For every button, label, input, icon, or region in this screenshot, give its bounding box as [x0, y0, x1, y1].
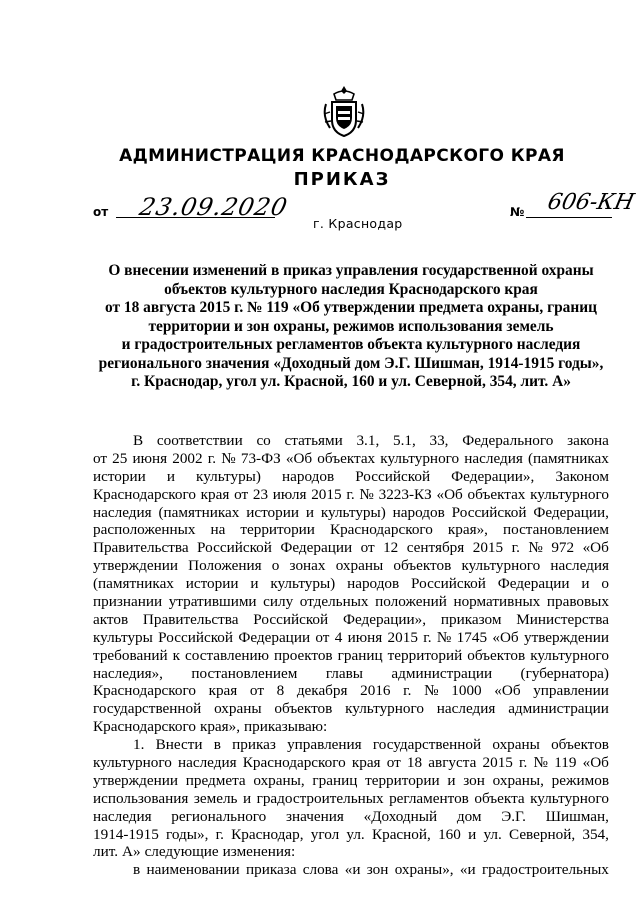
- body-line: государственной охраны объектов культурного наследия администрации: [93, 700, 609, 718]
- body-line: истории и культуры) народов Российской Федерации», Законом: [93, 467, 609, 485]
- coat-of-arms-emblem: [322, 84, 366, 140]
- body-line: утверждении Положения о зонах охраны объектов культурного наследия: [93, 557, 609, 575]
- body-line: наследия (памятниках истории и культуры) народов Российской Федерации,: [93, 503, 609, 521]
- body-line: наследия», постановлением главы администрации (губернатора): [93, 664, 609, 682]
- title-line: и градостроительных регламентов объекта культурного наследия: [121, 336, 581, 353]
- number-label: №: [510, 205, 525, 219]
- date-from-label: от: [93, 205, 109, 219]
- document-body: [93, 432, 609, 879]
- title-line: территории и зон охраны, режимов использования земель: [148, 317, 554, 335]
- body-line: лит. А» следующие изменения:: [93, 843, 296, 861]
- body-line: признании утратившими силу отдельных положений нормативных правовых: [93, 593, 609, 611]
- city-label: г. Краснодар: [313, 216, 403, 231]
- body-line: (памятниках истории и культуры) народов Российской Федерации и о: [93, 575, 609, 593]
- body-line: утверждении предмета охраны, границ территории и зон охраны, режимов: [93, 771, 609, 789]
- organization-heading: АДМИНИСТРАЦИЯ КРАСНОДАРСКОГО КРАЯ: [119, 146, 565, 166]
- title-line: О внесении изменений в приказ управления государственной охраны: [108, 262, 594, 279]
- body-line: расположенных на территории Краснодарского края», постановлением: [93, 521, 609, 539]
- title-line: объектов культурного наследия Краснодарского края: [164, 280, 538, 298]
- body-line: наследия регионального значения «Доходный дом Э.Г. Шишман,: [93, 807, 609, 825]
- body-line: 1914-1915 годы», г. Краснодар, угол ул. Красной, 160 и ул. Северной, 354,: [93, 825, 609, 843]
- body-line: культурного наследия Краснодарского края от 18 августа 2015 г. № 119 «Об: [93, 754, 609, 772]
- handwritten-number: 606-КН: [545, 190, 637, 215]
- body-line: 1. Внести в приказ управления государственной охраны объектов: [133, 736, 609, 754]
- body-line: актов Правительства Российской Федерации», приказом Министерства: [93, 610, 609, 628]
- body-line: в наименовании приказа слова «и зон охраны», «и градостроительных: [133, 861, 609, 879]
- title-line: от 18 августа 2015 г. № 119 «Об утверждении предмета охраны, границ: [105, 299, 597, 316]
- document-title: [86, 262, 616, 392]
- title-line: г. Краснодар, угол ул. Красной, 160 и ул. Северной, 354, лит. А»: [131, 373, 571, 390]
- handwritten-date: 23.09.2020: [137, 193, 291, 221]
- body-line: от 25 июня 2002 г. № 73-ФЗ «Об объектах культурного наследия (памятниках: [93, 449, 609, 467]
- document-type-heading: ПРИКАЗ: [293, 169, 391, 190]
- number-underline: [526, 217, 612, 218]
- body-line: использования земель и градостроительных регламентов объекта культурного: [93, 789, 609, 807]
- body-line: Краснодарского края от 8 декабря 2016 г. № 1000 «Об управлении: [93, 682, 609, 700]
- body-line: требований к составлению проектов границ территорий объектов культурного: [93, 646, 609, 664]
- body-line: Правительства Российской Федерации от 12 сентября 2015 г. № 972 «Об: [93, 539, 609, 557]
- title-line: регионального значения «Доходный дом Э.Г. Шишман, 1914-1915 годы»,: [98, 354, 604, 372]
- body-line: культуры Российской Федерации от 4 июня 2015 г. № 1745 «Об утверждении: [93, 628, 609, 646]
- body-line: Краснодарского края от 23 июля 2015 г. № 3223-КЗ «Об объектах культурного: [93, 485, 609, 503]
- body-line: В соответствии со статьями 3.1, 5.1, 33, Федерального закона: [133, 432, 609, 449]
- body-line: Краснодарского края», приказываю:: [93, 718, 328, 736]
